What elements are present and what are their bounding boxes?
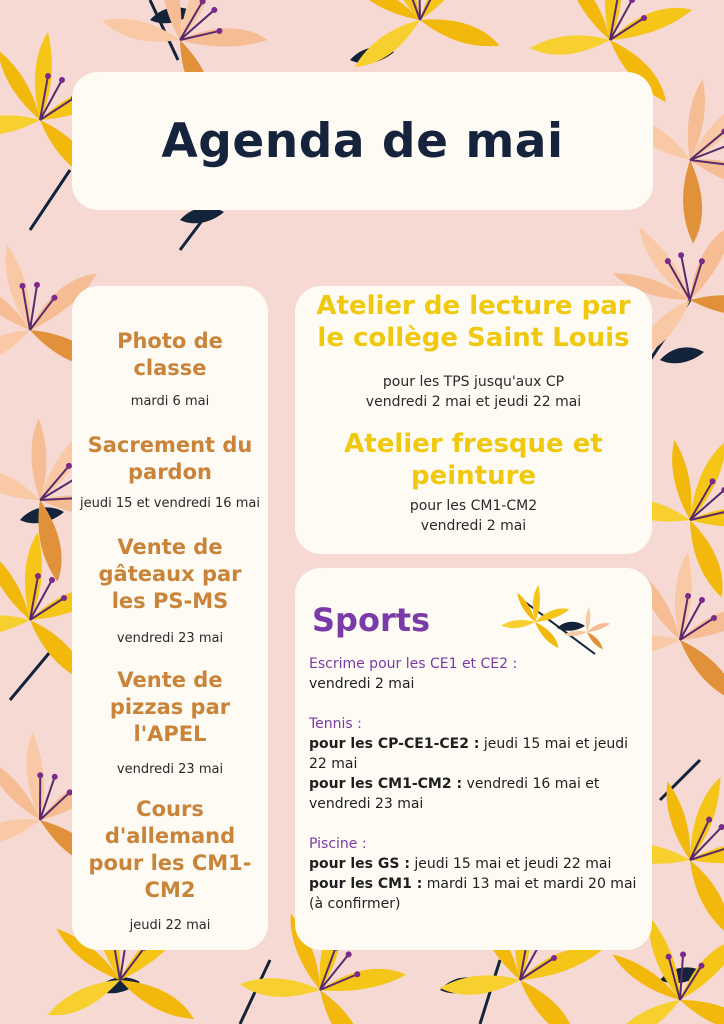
- atelier-audience: pour les CM1-CM2: [409, 498, 538, 514]
- escrime-date: vendredi 2 mai: [309, 676, 415, 692]
- event-title: Photo de classe: [117, 329, 223, 380]
- event-title: Vente de gâteaux par les PS-MS: [98, 535, 242, 613]
- sports-details: [309, 654, 639, 914]
- atelier-title: Atelier fresque et peinture: [344, 429, 603, 491]
- event-title: Cours d'allemand pour les CM1-CM2: [88, 797, 252, 902]
- sports-card: [295, 568, 652, 950]
- piscine-dates-1: jeudi 15 mai et jeudi 22 mai: [409, 856, 612, 872]
- piscine-label: Piscine :: [309, 836, 367, 852]
- sports-title: Sports: [312, 601, 431, 639]
- tennis-dates-2: vendredi 16 mai et vendredi 23 mai: [309, 776, 600, 812]
- atelier-audience: pour les TPS jusqu'aux CP: [382, 374, 565, 390]
- event-date: jeudi 22 mai: [129, 918, 211, 933]
- piscine-line-2: [309, 874, 639, 914]
- events-card: [72, 286, 268, 950]
- escrime-label: Escrime pour les CE1 et CE2 :: [309, 656, 518, 672]
- piscine-dates-2: mardi 13 mai et mardi 20 mai (à confirmer): [309, 876, 637, 912]
- title-card: [72, 72, 653, 210]
- event-date: mardi 6 mai: [130, 394, 210, 409]
- tennis-line-2: [309, 774, 639, 814]
- event-date: jeudi 15 et vendredi 16 mai: [80, 496, 260, 511]
- atelier-dates: vendredi 2 mai et jeudi 22 mai: [365, 394, 582, 410]
- page-title: Agenda de mai: [161, 113, 564, 169]
- event-title: Vente de pizzas par l'APEL: [109, 668, 231, 746]
- tennis-group-2: pour les CM1-CM2 :: [309, 776, 463, 792]
- tennis-label: Tennis :: [309, 716, 362, 732]
- atelier-dates: vendredi 2 mai: [420, 518, 527, 534]
- tennis-dates-1: jeudi 15 mai et jeudi 22 mai: [309, 736, 629, 772]
- piscine-line-1: [309, 854, 639, 874]
- atelier-title: Atelier de lecture par le collège Saint Louis: [316, 291, 631, 353]
- ateliers-card: [295, 286, 652, 554]
- event-title: Sacrement du pardon: [87, 433, 253, 484]
- piscine-group-2: pour les CM1 :: [309, 876, 423, 892]
- lily-illustration-icon: [495, 582, 615, 662]
- event-date: vendredi 23 mai: [116, 631, 224, 646]
- event-date: vendredi 23 mai: [116, 762, 224, 777]
- piscine-group-1: pour les GS :: [309, 856, 410, 872]
- tennis-group-1: pour les CP-CE1-CE2 :: [309, 736, 480, 752]
- tennis-line-1: [309, 734, 639, 774]
